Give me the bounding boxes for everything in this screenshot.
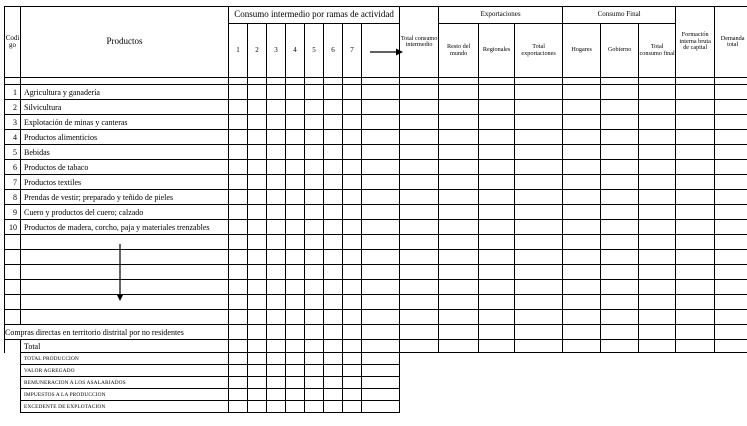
product-name: Productos de madera, corcho, paja y materiales trenzables: [21, 220, 229, 235]
summary-row: [5, 401, 747, 413]
product-code: 6: [5, 160, 21, 175]
product-code: 2: [5, 100, 21, 115]
branch-6-header: 6: [324, 24, 343, 78]
product-name: Explotación de minas y canteras: [21, 115, 229, 130]
product-code: 3: [5, 115, 21, 130]
product-row: [5, 100, 747, 115]
product-code: 9: [5, 205, 21, 220]
summary-row: [5, 389, 747, 401]
total-label: Total: [21, 340, 229, 353]
product-rows: [5, 85, 747, 235]
product-name: Productos textiles: [21, 175, 229, 190]
branch-1-header: 1: [229, 24, 248, 78]
input-output-table: [4, 6, 747, 413]
product-row: [5, 130, 747, 145]
product-name: Agricultura y ganadería: [21, 85, 229, 100]
blank-row: [5, 310, 747, 325]
formacion-bruta-capital-header: Formación interna bruta de capital: [676, 7, 715, 78]
total-exportaciones-header: Total exportaciones: [515, 24, 563, 78]
consumo-intermedio-header: Consumo intermedio por ramas de actividad: [229, 7, 400, 24]
summary-label: EXCEDENTE DE EXPLOTACION: [21, 401, 229, 413]
gobierno-header: Gobierno: [601, 24, 639, 78]
summary-label: TOTAL PRODUCCION: [21, 353, 229, 365]
product-name: Bebidas: [21, 145, 229, 160]
summary-label: IMPUESTOS A LA PRODUCCION: [21, 389, 229, 401]
compras-row: [5, 325, 747, 340]
summary-label: VALOR AGREGADO: [21, 365, 229, 377]
branch-continuation-header: [362, 24, 400, 78]
product-name: Productos de tabaco: [21, 160, 229, 175]
regionales-header: Regionales: [479, 24, 515, 78]
total-row: [5, 340, 747, 353]
summary-row: [5, 377, 747, 389]
exportaciones-header: Exportaciones: [439, 7, 563, 24]
product-code: 7: [5, 175, 21, 190]
resto-del-mundo-header: Resto del mundo: [439, 24, 479, 78]
summary-row: [5, 365, 747, 377]
branch-4-header: 4: [286, 24, 305, 78]
blank-row: [5, 280, 747, 295]
branch-3-header: 3: [267, 24, 286, 78]
blank-rows: [5, 235, 747, 325]
product-code: 5: [5, 145, 21, 160]
product-row: [5, 115, 747, 130]
blank-row: [5, 265, 747, 280]
product-code: 8: [5, 190, 21, 205]
header-spacer-row: [5, 78, 747, 85]
product-code: 10: [5, 220, 21, 235]
product-code: 4: [5, 130, 21, 145]
blank-row: [5, 250, 747, 265]
demanda-total-header: Demanda total: [715, 7, 747, 78]
total-consumo-final-header: Total consumo final: [639, 24, 676, 78]
blank-row: [5, 235, 747, 250]
branch-2-header: 2: [248, 24, 267, 78]
product-row: [5, 220, 747, 235]
branch-5-header: 5: [305, 24, 324, 78]
product-row: [5, 145, 747, 160]
product-code: 1: [5, 85, 21, 100]
consumo-final-header: Consumo Final: [563, 7, 676, 24]
total-consumo-intermedio-header: Total consumo intermedio: [400, 7, 439, 78]
compras-label: Compras directas en territorio distrital por no residentes: [5, 325, 229, 340]
codigo-header: Codi go: [5, 7, 21, 78]
product-row: [5, 160, 747, 175]
blank-row: [5, 295, 747, 310]
product-name: Productos alimenticios: [21, 130, 229, 145]
input-output-table-page: [4, 6, 745, 424]
summary-rows: [5, 353, 747, 413]
productos-header: Productos: [21, 7, 229, 78]
product-row: [5, 85, 747, 100]
product-name: Prendas de vestir; preparado y teñido de pieles: [21, 190, 229, 205]
summary-label: REMUNERACION A LOS ASALARIADOS: [21, 377, 229, 389]
branch-7-header: 7: [343, 24, 362, 78]
product-name: Cuero y productos del cuero; calzado: [21, 205, 229, 220]
product-row: [5, 190, 747, 205]
summary-row: [5, 353, 747, 365]
product-row: [5, 175, 747, 190]
product-name: Silvicultura: [21, 100, 229, 115]
product-row: [5, 205, 747, 220]
hogares-header: Hogares: [563, 24, 601, 78]
